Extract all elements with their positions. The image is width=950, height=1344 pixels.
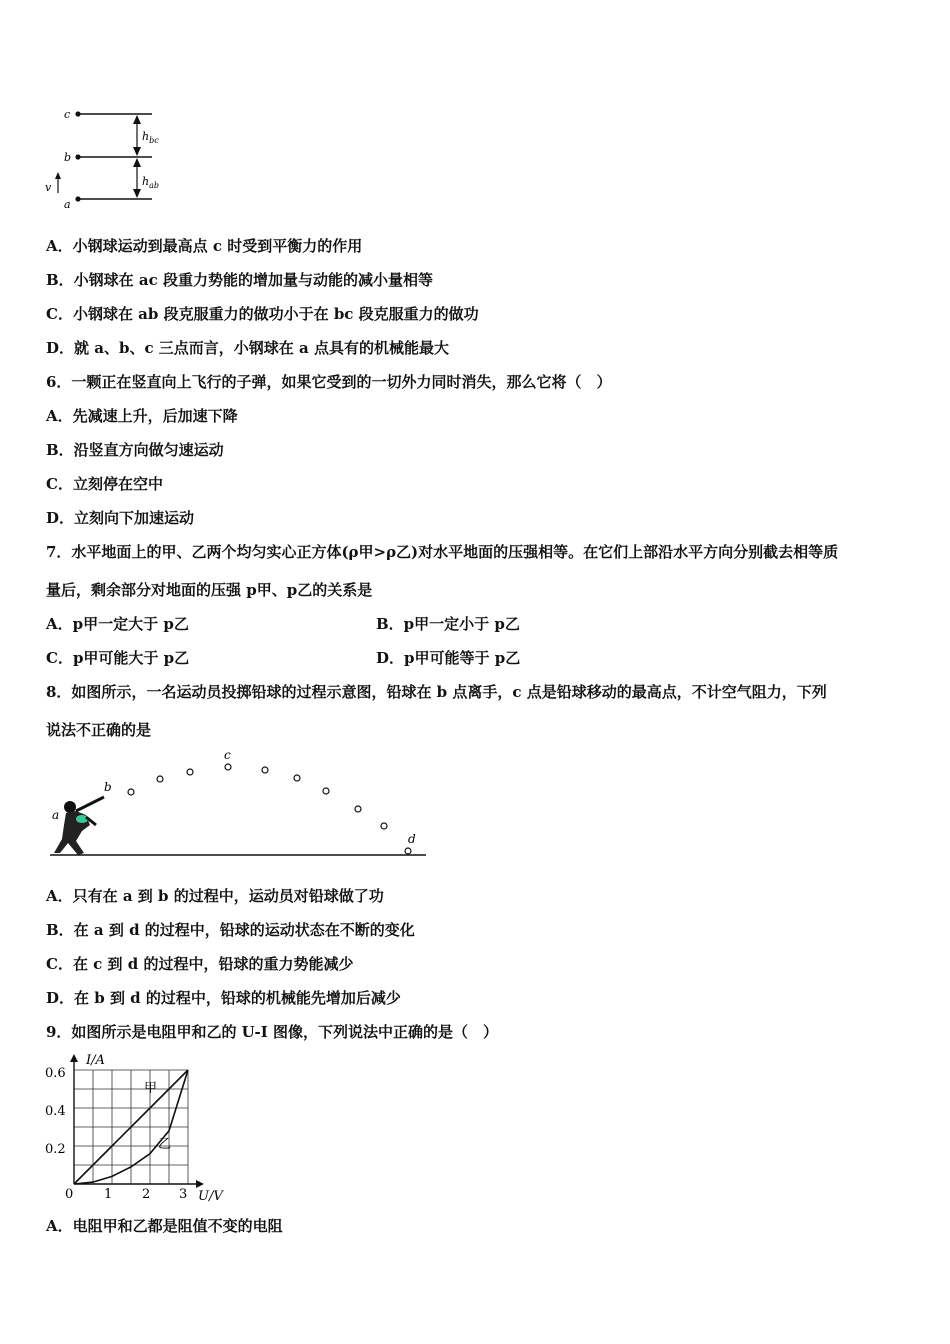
- q5-option-d: D．就 a、b、c 三点而言，小钢球在 a 点具有的机械能最大: [46, 339, 449, 357]
- series-jia-label: 甲: [144, 1081, 158, 1096]
- label-b: b: [104, 780, 112, 794]
- q8-option-c: C．在 c 到 d 的过程中，铅球的重力势能减少: [46, 955, 354, 973]
- series-yi-label: 乙: [158, 1137, 172, 1152]
- q6-option-b: B．沿竖直方向做匀速运动: [46, 441, 224, 459]
- point-b-dot: [75, 154, 80, 159]
- q6-option-d: D．立刻向下加速运动: [46, 509, 195, 527]
- ball-trajectory-point: [355, 806, 361, 812]
- label-a: a: [52, 808, 60, 822]
- ball-trajectory-point: [381, 823, 387, 829]
- ball-c: [225, 764, 231, 770]
- velocity-arrow-icon: [55, 172, 61, 179]
- y-tick-label: 0.6: [45, 1066, 66, 1081]
- point-c-dot: [75, 111, 80, 116]
- x-axis-arrow-icon: [196, 1180, 204, 1188]
- ball-trajectory-point: [323, 788, 329, 794]
- x-tick-label: 2: [142, 1187, 151, 1202]
- label-h-ab: $h_{ab}$: [142, 175, 159, 190]
- q7-stem-line1: 7．水平地面上的甲、乙两个均匀实心正方体(ρ甲>ρ乙)对水平地面的压强相等。在它们上部沿水平方向分别截去相等质: [46, 543, 839, 561]
- q5-option-a: A．小钢球运动到最高点 c 时受到平衡力的作用: [46, 237, 363, 255]
- height-diagram: [40, 100, 180, 215]
- q7-option-a: A．p甲一定大于 p乙: [46, 615, 189, 633]
- ball-b: [128, 789, 134, 795]
- q8-option-a: A．只有在 a 到 b 的过程中，运动员对铅球做了功: [46, 887, 384, 905]
- y-tick-label: 0.4: [45, 1104, 66, 1119]
- q9-option-a: A．电阻甲和乙都是阻值不变的电阻: [46, 1217, 283, 1235]
- label-v: v: [45, 181, 52, 194]
- label-b: b: [64, 151, 72, 164]
- ball-trajectory-point: [294, 775, 300, 781]
- q7-option-d: D．p甲可能等于 p乙: [376, 649, 521, 667]
- x-tick-label: 3: [179, 1187, 188, 1202]
- label-h-bc: $h_{bc}$: [142, 130, 159, 145]
- ball-trajectory-point: [262, 767, 268, 773]
- y-axis-label: I/A: [86, 1053, 105, 1068]
- label-a: a: [64, 198, 71, 211]
- label-c: c: [64, 108, 71, 121]
- q7-option-b: B．p甲一定小于 p乙: [376, 615, 520, 633]
- x-tick-label: 0: [65, 1187, 74, 1202]
- ui-chart: [40, 1050, 240, 1205]
- ball-d: [405, 848, 411, 854]
- q8-stem-line1: 8．如图所示，一名运动员投掷铅球的过程示意图，铅球在 b 点离手，c 点是铅球移动的最高点，不计空气阻力，下列: [46, 683, 827, 701]
- q8-stem-line2: 说法不正确的是: [46, 721, 152, 739]
- shot-put-diagram: [46, 745, 436, 865]
- label-c: c: [224, 748, 231, 762]
- q6-option-c: C．立刻停在空中: [46, 475, 163, 493]
- q8-option-d: D．在 b 到 d 的过程中，铅球的机械能先增加后减少: [46, 989, 401, 1007]
- q5-option-b: B．小钢球在 ac 段重力势能的增加量与动能的减小量相等: [46, 271, 433, 289]
- x-axis-label: U/V: [198, 1189, 223, 1204]
- q6-stem: 6．一颗正在竖直向上飞行的子弹，如果它受到的一切外力同时消失，那么它将（ ）: [46, 373, 612, 391]
- point-a-dot: [75, 196, 80, 201]
- ball-trajectory-point: [157, 776, 163, 782]
- athlete-icon: [54, 797, 104, 855]
- q7-stem-line2: 量后，剩余部分对地面的压强 p甲、p乙的关系是: [46, 581, 373, 599]
- q9-stem: 9．如图所示是电阻甲和乙的 U-I 图像，下列说法中正确的是（ ）: [46, 1023, 498, 1041]
- ball-trajectory-point: [187, 769, 193, 775]
- x-tick-label: 1: [104, 1187, 113, 1202]
- y-tick-label: 0.2: [45, 1142, 66, 1157]
- q7-option-c: C．p甲可能大于 p乙: [46, 649, 190, 667]
- label-d: d: [408, 832, 416, 846]
- q6-option-a: A．先减速上升，后加速下降: [46, 407, 238, 425]
- y-axis-arrow-icon: [70, 1054, 78, 1062]
- q5-option-c: C．小钢球在 ab 段克服重力的做功小于在 bc 段克服重力的做功: [46, 305, 479, 323]
- q8-option-b: B．在 a 到 d 的过程中，铅球的运动状态在不断的变化: [46, 921, 415, 939]
